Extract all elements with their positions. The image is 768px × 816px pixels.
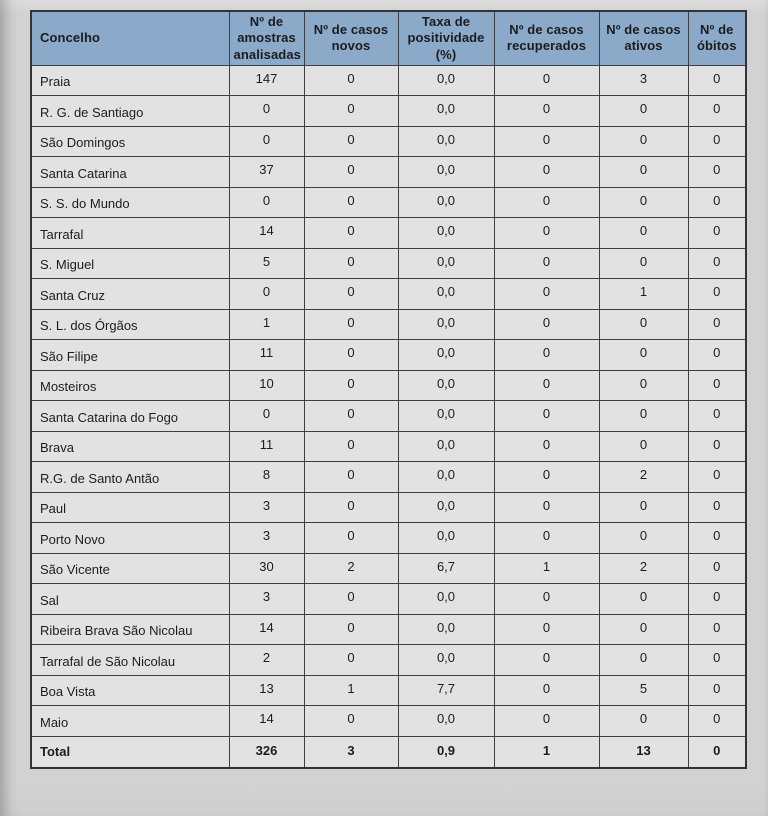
- casos-recuperados-cell: 0: [494, 462, 599, 493]
- amostras-analisadas-cell: 30: [229, 553, 304, 584]
- concelho-name-cell: R.G. de Santo Antão: [31, 462, 229, 493]
- table-row: [31, 645, 746, 676]
- table-row: [31, 584, 746, 615]
- concelho-name-cell: S. L. dos Órgãos: [31, 309, 229, 340]
- casos-ativos-cell: 2: [599, 462, 688, 493]
- casos-novos-cell: 0: [304, 462, 398, 493]
- concelho-name-cell: S. S. do Mundo: [31, 187, 229, 218]
- amostras-analisadas-cell: 3: [229, 523, 304, 554]
- concelho-name-cell: São Domingos: [31, 126, 229, 157]
- amostras-analisadas-cell: 147: [229, 65, 304, 96]
- taxa-positividade-cell: 0,0: [398, 126, 494, 157]
- table-header: [31, 11, 746, 65]
- concelho-name-cell: Sal: [31, 584, 229, 615]
- taxa-positividade-cell: 0,0: [398, 309, 494, 340]
- amostras-analisadas-cell: 8: [229, 462, 304, 493]
- taxa-positividade-cell: 0,0: [398, 492, 494, 523]
- table-row: [31, 218, 746, 249]
- casos-recuperados-cell: 0: [494, 248, 599, 279]
- taxa-positividade-cell: 0,0: [398, 340, 494, 371]
- casos-recuperados-cell: 0: [494, 340, 599, 371]
- obitos-cell: 0: [688, 309, 746, 340]
- column-header-casos-recuperados: Nº de casos recuperados: [494, 11, 599, 65]
- concelho-name-cell: Maio: [31, 706, 229, 737]
- casos-recuperados-cell: 0: [494, 370, 599, 401]
- taxa-positividade-cell: 7,7: [398, 675, 494, 706]
- taxa-positividade-cell: 0,0: [398, 96, 494, 127]
- table-row: [31, 492, 746, 523]
- casos-recuperados-cell: 1: [494, 736, 599, 768]
- obitos-cell: 0: [688, 370, 746, 401]
- casos-ativos-cell: 0: [599, 614, 688, 645]
- obitos-cell: 0: [688, 218, 746, 249]
- table-row: [31, 462, 746, 493]
- taxa-positividade-cell: 0,0: [398, 706, 494, 737]
- casos-recuperados-cell: 0: [494, 431, 599, 462]
- amostras-analisadas-cell: 14: [229, 218, 304, 249]
- casos-novos-cell: 0: [304, 401, 398, 432]
- header-row: [31, 11, 746, 65]
- concelho-name-cell: Brava: [31, 431, 229, 462]
- casos-ativos-cell: 0: [599, 370, 688, 401]
- concelho-name-cell: Mosteiros: [31, 370, 229, 401]
- table-row: [31, 706, 746, 737]
- casos-novos-cell: 0: [304, 706, 398, 737]
- obitos-cell: 0: [688, 96, 746, 127]
- obitos-cell: 0: [688, 462, 746, 493]
- column-header-concelho: Concelho: [31, 11, 229, 65]
- amostras-analisadas-cell: 0: [229, 187, 304, 218]
- obitos-cell: 0: [688, 187, 746, 218]
- casos-recuperados-cell: 0: [494, 65, 599, 96]
- casos-recuperados-cell: 0: [494, 96, 599, 127]
- concelho-name-cell: Paul: [31, 492, 229, 523]
- obitos-cell: 0: [688, 279, 746, 310]
- casos-novos-cell: 0: [304, 370, 398, 401]
- concelho-name-cell: Santa Catarina do Fogo: [31, 401, 229, 432]
- column-header-casos-ativos: Nº de casos ativos: [599, 11, 688, 65]
- casos-recuperados-cell: 0: [494, 584, 599, 615]
- amostras-analisadas-cell: 10: [229, 370, 304, 401]
- taxa-positividade-cell: 0,9: [398, 736, 494, 768]
- amostras-analisadas-cell: 14: [229, 614, 304, 645]
- casos-ativos-cell: 3: [599, 65, 688, 96]
- obitos-cell: 0: [688, 645, 746, 676]
- casos-recuperados-cell: 0: [494, 279, 599, 310]
- casos-novos-cell: 0: [304, 218, 398, 249]
- casos-ativos-cell: 0: [599, 431, 688, 462]
- table-row: [31, 340, 746, 371]
- obitos-cell: 0: [688, 157, 746, 188]
- concelho-name-cell: Ribeira Brava São Nicolau: [31, 614, 229, 645]
- concelho-name-cell: Porto Novo: [31, 523, 229, 554]
- column-header-taxa-positividade: Taxa de positividade (%): [398, 11, 494, 65]
- casos-recuperados-cell: 0: [494, 492, 599, 523]
- casos-ativos-cell: 0: [599, 492, 688, 523]
- casos-ativos-cell: 0: [599, 401, 688, 432]
- casos-novos-cell: 0: [304, 431, 398, 462]
- casos-novos-cell: 0: [304, 279, 398, 310]
- casos-recuperados-cell: 0: [494, 309, 599, 340]
- table-row: [31, 431, 746, 462]
- amostras-analisadas-cell: 3: [229, 584, 304, 615]
- taxa-positividade-cell: 0,0: [398, 584, 494, 615]
- obitos-cell: 0: [688, 126, 746, 157]
- amostras-analisadas-cell: 1: [229, 309, 304, 340]
- obitos-cell: 0: [688, 492, 746, 523]
- total-row: [31, 736, 746, 768]
- table-row: [31, 157, 746, 188]
- casos-recuperados-cell: 0: [494, 187, 599, 218]
- casos-novos-cell: 0: [304, 187, 398, 218]
- table-row: [31, 187, 746, 218]
- taxa-positividade-cell: 0,0: [398, 248, 494, 279]
- casos-recuperados-cell: 0: [494, 401, 599, 432]
- casos-novos-cell: 2: [304, 553, 398, 584]
- casos-ativos-cell: 0: [599, 340, 688, 371]
- concelho-name-cell: São Filipe: [31, 340, 229, 371]
- concelho-name-cell: São Vicente: [31, 553, 229, 584]
- casos-ativos-cell: 0: [599, 309, 688, 340]
- obitos-cell: 0: [688, 675, 746, 706]
- concelho-statistics-table: [30, 10, 747, 769]
- amostras-analisadas-cell: 11: [229, 431, 304, 462]
- casos-novos-cell: 0: [304, 523, 398, 554]
- casos-recuperados-cell: 0: [494, 645, 599, 676]
- concelho-name-cell: S. Miguel: [31, 248, 229, 279]
- taxa-positividade-cell: 6,7: [398, 553, 494, 584]
- casos-novos-cell: 0: [304, 248, 398, 279]
- casos-recuperados-cell: 0: [494, 218, 599, 249]
- column-header-amostras-analisadas: Nº de amostras analisadas: [229, 11, 304, 65]
- obitos-cell: 0: [688, 523, 746, 554]
- casos-ativos-cell: 0: [599, 706, 688, 737]
- casos-recuperados-cell: 0: [494, 675, 599, 706]
- casos-novos-cell: 0: [304, 126, 398, 157]
- obitos-cell: 0: [688, 584, 746, 615]
- table-row: [31, 96, 746, 127]
- casos-recuperados-cell: 0: [494, 706, 599, 737]
- casos-novos-cell: 3: [304, 736, 398, 768]
- casos-recuperados-cell: 0: [494, 614, 599, 645]
- table-row: [31, 126, 746, 157]
- concelho-name-cell: Santa Catarina: [31, 157, 229, 188]
- casos-novos-cell: 0: [304, 65, 398, 96]
- table-row: [31, 614, 746, 645]
- concelho-name-cell: Total: [31, 736, 229, 768]
- concelho-name-cell: Tarrafal de São Nicolau: [31, 645, 229, 676]
- taxa-positividade-cell: 0,0: [398, 523, 494, 554]
- column-header-casos-novos: Nº de casos novos: [304, 11, 398, 65]
- taxa-positividade-cell: 0,0: [398, 157, 494, 188]
- casos-ativos-cell: 5: [599, 675, 688, 706]
- casos-novos-cell: 0: [304, 309, 398, 340]
- taxa-positividade-cell: 0,0: [398, 218, 494, 249]
- amostras-analisadas-cell: 13: [229, 675, 304, 706]
- casos-ativos-cell: 0: [599, 96, 688, 127]
- taxa-positividade-cell: 0,0: [398, 645, 494, 676]
- taxa-positividade-cell: 0,0: [398, 187, 494, 218]
- casos-ativos-cell: 0: [599, 645, 688, 676]
- casos-recuperados-cell: 0: [494, 126, 599, 157]
- table-row: [31, 309, 746, 340]
- casos-ativos-cell: 0: [599, 523, 688, 554]
- casos-novos-cell: 0: [304, 492, 398, 523]
- casos-novos-cell: 0: [304, 614, 398, 645]
- obitos-cell: 0: [688, 340, 746, 371]
- concelho-name-cell: Santa Cruz: [31, 279, 229, 310]
- casos-ativos-cell: 0: [599, 218, 688, 249]
- table-row: [31, 370, 746, 401]
- table-body: [31, 65, 746, 768]
- taxa-positividade-cell: 0,0: [398, 65, 494, 96]
- casos-recuperados-cell: 0: [494, 157, 599, 188]
- obitos-cell: 0: [688, 706, 746, 737]
- casos-ativos-cell: 1: [599, 279, 688, 310]
- casos-novos-cell: 0: [304, 340, 398, 371]
- obitos-cell: 0: [688, 736, 746, 768]
- amostras-analisadas-cell: 14: [229, 706, 304, 737]
- casos-ativos-cell: 2: [599, 553, 688, 584]
- amostras-analisadas-cell: 2: [229, 645, 304, 676]
- taxa-positividade-cell: 0,0: [398, 401, 494, 432]
- amostras-analisadas-cell: 0: [229, 279, 304, 310]
- casos-novos-cell: 0: [304, 157, 398, 188]
- taxa-positividade-cell: 0,0: [398, 431, 494, 462]
- table-row: [31, 248, 746, 279]
- table-row: [31, 65, 746, 96]
- amostras-analisadas-cell: 326: [229, 736, 304, 768]
- table-row: [31, 675, 746, 706]
- obitos-cell: 0: [688, 614, 746, 645]
- taxa-positividade-cell: 0,0: [398, 462, 494, 493]
- casos-ativos-cell: 0: [599, 187, 688, 218]
- column-header-obitos: Nº de óbitos: [688, 11, 746, 65]
- amostras-analisadas-cell: 3: [229, 492, 304, 523]
- amostras-analisadas-cell: 0: [229, 96, 304, 127]
- taxa-positividade-cell: 0,0: [398, 370, 494, 401]
- taxa-positividade-cell: 0,0: [398, 279, 494, 310]
- casos-recuperados-cell: 1: [494, 553, 599, 584]
- amostras-analisadas-cell: 37: [229, 157, 304, 188]
- table-row: [31, 523, 746, 554]
- obitos-cell: 0: [688, 401, 746, 432]
- casos-novos-cell: 0: [304, 645, 398, 676]
- casos-novos-cell: 0: [304, 584, 398, 615]
- casos-ativos-cell: 0: [599, 126, 688, 157]
- concelho-name-cell: Tarrafal: [31, 218, 229, 249]
- obitos-cell: 0: [688, 248, 746, 279]
- casos-ativos-cell: 0: [599, 248, 688, 279]
- casos-novos-cell: 1: [304, 675, 398, 706]
- amostras-analisadas-cell: 11: [229, 340, 304, 371]
- obitos-cell: 0: [688, 431, 746, 462]
- casos-ativos-cell: 0: [599, 157, 688, 188]
- amostras-analisadas-cell: 0: [229, 126, 304, 157]
- casos-ativos-cell: 0: [599, 584, 688, 615]
- amostras-analisadas-cell: 0: [229, 401, 304, 432]
- casos-ativos-cell: 13: [599, 736, 688, 768]
- obitos-cell: 0: [688, 65, 746, 96]
- table-row: [31, 279, 746, 310]
- taxa-positividade-cell: 0,0: [398, 614, 494, 645]
- table-row: [31, 553, 746, 584]
- concelho-name-cell: Praia: [31, 65, 229, 96]
- concelho-name-cell: R. G. de Santiago: [31, 96, 229, 127]
- amostras-analisadas-cell: 5: [229, 248, 304, 279]
- concelho-name-cell: Boa Vista: [31, 675, 229, 706]
- obitos-cell: 0: [688, 553, 746, 584]
- table-row: [31, 401, 746, 432]
- casos-novos-cell: 0: [304, 96, 398, 127]
- casos-recuperados-cell: 0: [494, 523, 599, 554]
